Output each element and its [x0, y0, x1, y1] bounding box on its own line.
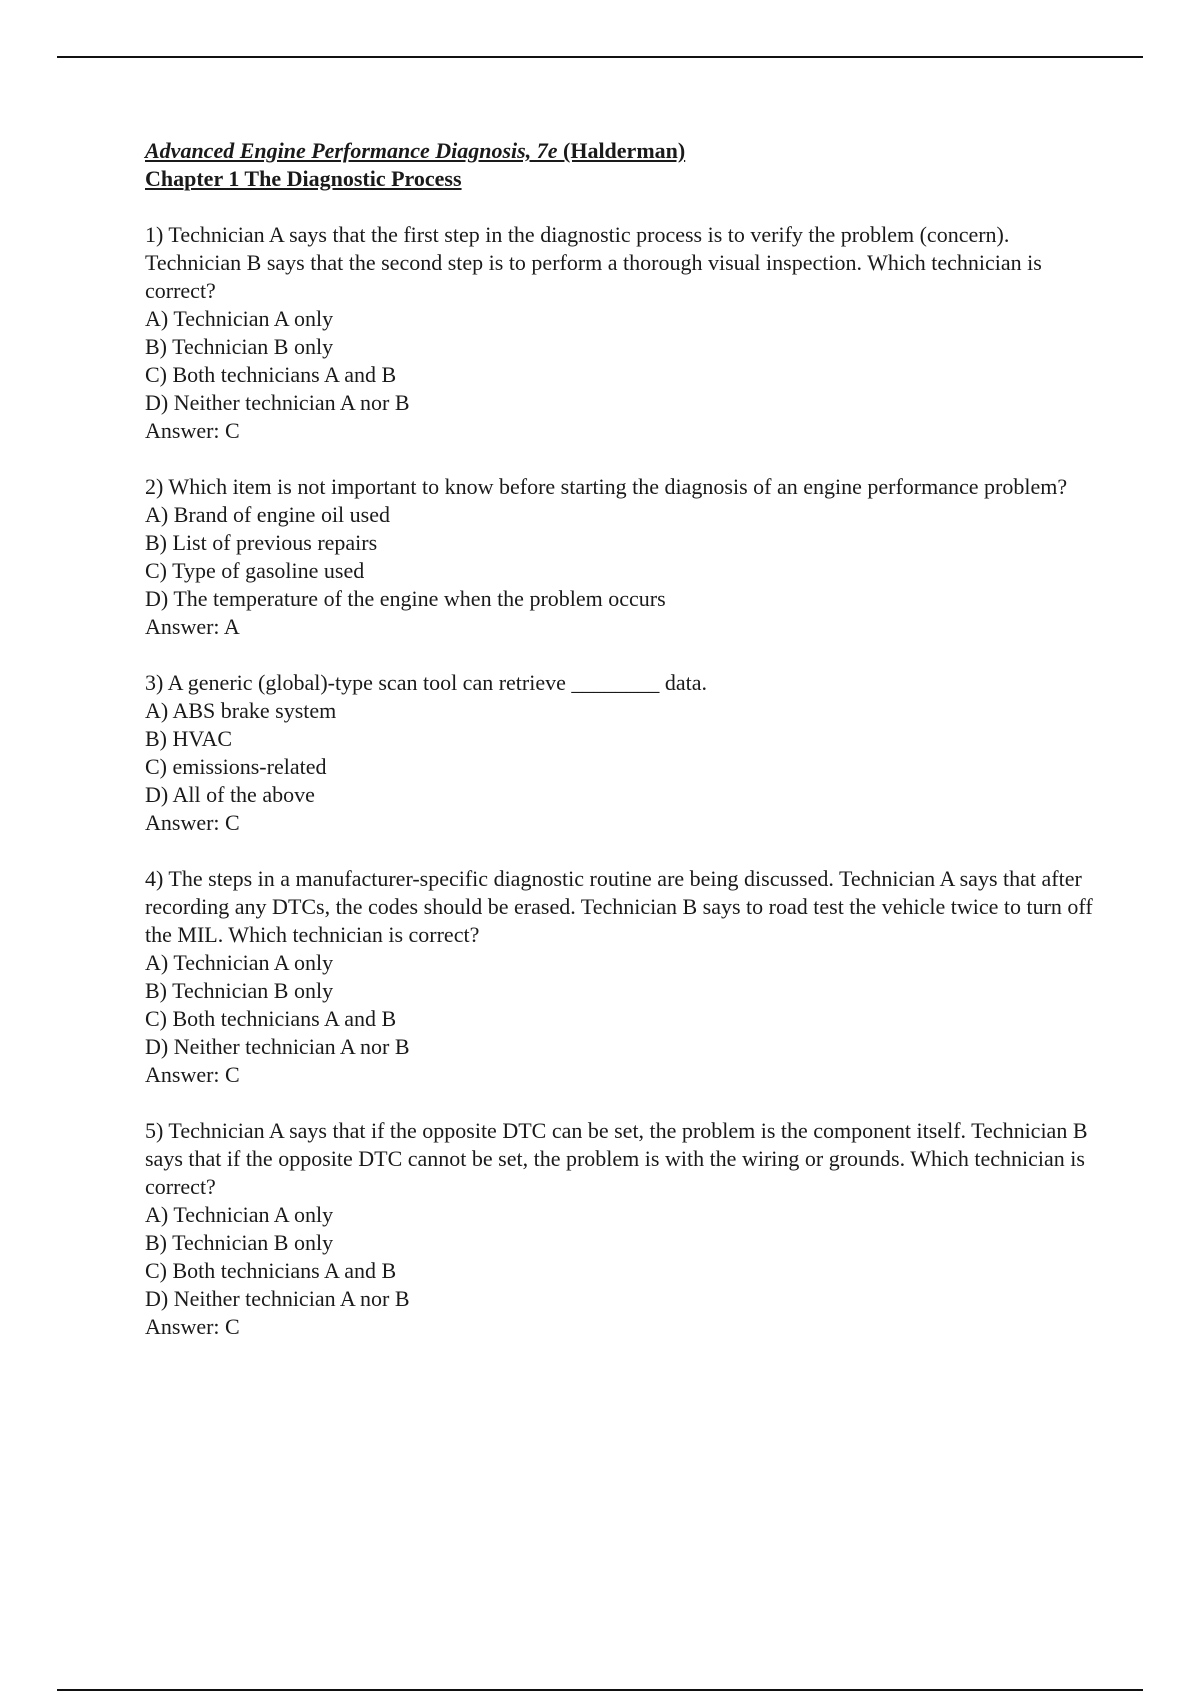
question-text: 2) Which item is not important to know before starting the diagnosis of an engine performance problem? — [145, 474, 1068, 499]
question-1 — [145, 221, 1095, 445]
option-b: B) HVAC — [145, 726, 233, 751]
top-rule — [57, 56, 1143, 58]
option-a: A) ABS brake system — [145, 698, 337, 723]
chapter-heading: Chapter 1 The Diagnostic Process — [145, 166, 462, 191]
question-text: 4) The steps in a manufacturer-specific diagnostic routine are being discussed. Technician A says that after recording any DTCs, the codes should be erased. Technician B says to road test the vehicle twice to turn off the MIL. Which technician is correct? — [145, 866, 1093, 947]
option-a: A) Technician A only — [145, 306, 334, 331]
option-a: A) Technician A only — [145, 950, 334, 975]
bottom-rule — [57, 1689, 1143, 1691]
option-d: D) Neither technician A nor B — [145, 1034, 410, 1059]
option-d: D) Neither technician A nor B — [145, 1286, 410, 1311]
option-b: B) Technician B only — [145, 334, 334, 359]
document-body — [145, 137, 1095, 1341]
answer-line: Answer: C — [145, 1314, 240, 1339]
option-d: D) All of the above — [145, 782, 315, 807]
answer-line: Answer: C — [145, 810, 240, 835]
option-c: C) Type of gasoline used — [145, 558, 365, 583]
question-4 — [145, 865, 1095, 1089]
option-d: D) The temperature of the engine when the problem occurs — [145, 586, 666, 611]
option-b: B) Technician B only — [145, 1230, 334, 1255]
option-a: A) Technician A only — [145, 1202, 334, 1227]
option-c: C) emissions-related — [145, 754, 327, 779]
book-title: Advanced Engine Performance Diagnosis, 7e — [145, 138, 558, 163]
document-title — [145, 137, 1095, 165]
question-2 — [145, 473, 1095, 641]
answer-line: Answer: C — [145, 418, 240, 443]
option-d: D) Neither technician A nor B — [145, 390, 410, 415]
answer-line: Answer: A — [145, 614, 240, 639]
answer-line: Answer: C — [145, 1062, 240, 1087]
option-b: B) Technician B only — [145, 978, 334, 1003]
question-5 — [145, 1117, 1095, 1341]
question-text: 5) Technician A says that if the opposite DTC can be set, the problem is the component itself. Technician B says that if the opposite DTC cannot be set, the problem is with the wiring or grounds. Which technician is correct? — [145, 1118, 1088, 1199]
option-c: C) Both technicians A and B — [145, 362, 397, 387]
option-c: C) Both technicians A and B — [145, 1006, 397, 1031]
question-text: 3) A generic (global)-type scan tool can retrieve ________ data. — [145, 670, 708, 695]
author-name: (Halderman) — [563, 138, 686, 163]
option-b: B) List of previous repairs — [145, 530, 378, 555]
question-3 — [145, 669, 1095, 837]
option-c: C) Both technicians A and B — [145, 1258, 397, 1283]
question-text: 1) Technician A says that the first step in the diagnostic process is to verify the problem (concern). Technician B says that the second step is to perform a thorough visual inspection. Which technician is correct? — [145, 222, 1042, 303]
option-a: A) Brand of engine oil used — [145, 502, 390, 527]
